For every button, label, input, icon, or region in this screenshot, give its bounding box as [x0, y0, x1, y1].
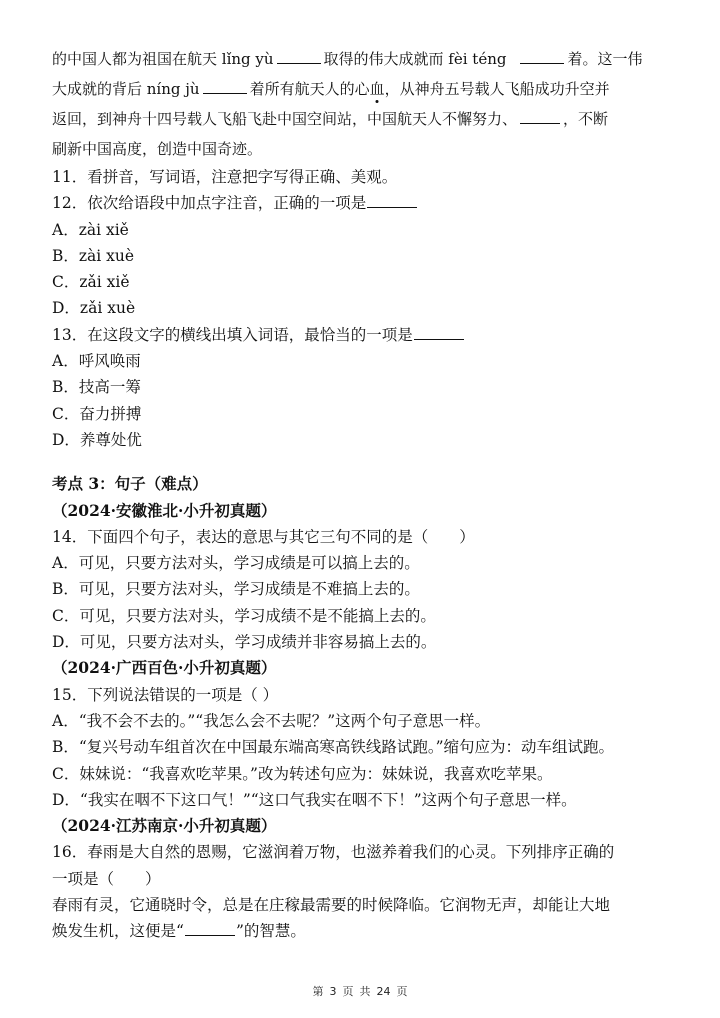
answer-blank[interactable]	[277, 49, 321, 64]
question-11: 11．看拼音，写词语，注意把字写得正确、美观。	[52, 168, 398, 186]
question-text: ”的智慧。	[235, 922, 306, 941]
question-16-stem-line-2: 一项是（ ）	[52, 869, 161, 888]
document-page	[52, 44, 682, 945]
passage-text: 的中国人都为祖国在航天 lǐng yù	[52, 50, 274, 68]
answer-blank[interactable]	[367, 193, 417, 208]
option-d[interactable]: D．养尊处优	[52, 430, 142, 449]
page-footer	[0, 983, 720, 999]
source-label: （2024·广西百色·小升初真题）	[52, 658, 277, 678]
question-12-stem	[52, 190, 682, 216]
passage-text: 着所有航天人的心	[249, 80, 370, 98]
option-b[interactable]: B．技高一筹	[52, 378, 141, 397]
option-c[interactable]: C．zǎi xiě	[52, 273, 130, 292]
passage-text: 大成就的背后 níng jù	[52, 80, 200, 98]
answer-blank[interactable]	[520, 49, 564, 64]
passage-line-2	[52, 74, 682, 104]
passage-text: ，不断	[563, 110, 609, 128]
passage-text: 返回，到神舟十四号载人飞船飞赴中国空间站，中国航天人不懈努力、	[52, 110, 518, 128]
passage-line-1	[52, 44, 682, 74]
option-a[interactable]: A．“我不会不去的。”“我怎么会不去呢？”这两个句子意思一样。	[52, 711, 491, 730]
footer-text: 共	[359, 985, 371, 998]
section-title: 考点 3：句子（难点）	[52, 474, 208, 494]
current-page-number: 3	[329, 985, 337, 998]
option-d[interactable]: D．可见，只要方法对头，学习成绩并非容易搞上去的。	[52, 633, 437, 652]
option-a[interactable]: A．呼风唤雨	[52, 352, 141, 371]
question-14-stem: 14．下面四个句子，表达的意思与其它三句不同的是（ ）	[52, 527, 475, 546]
answer-blank[interactable]	[185, 921, 235, 936]
passage-line-4: 刷新中国高度，创造中国奇迹。	[52, 140, 263, 158]
question-text: 13．在这段文字的横线出填入词语，最恰当的一项是	[52, 325, 413, 344]
question-16-text-line-1: 春雨有灵，它通晓时令，总是在庄稼最需要的时候降临。它润物无声，却能让大地	[52, 896, 611, 915]
option-d[interactable]: D．“我实在咽不下这口气！”“这口气我实在咽不下！”这两个句子意思一样。	[52, 790, 577, 809]
question-text: 焕发生机，这便是“	[52, 922, 184, 941]
answer-blank[interactable]	[520, 109, 560, 124]
footer-text: 页	[396, 985, 408, 998]
dotted-character: 血	[369, 80, 385, 98]
option-c[interactable]: C．可见，只要方法对头，学习成绩不是不能搞上去的。	[52, 606, 436, 625]
question-text: 12．依次给语段中加点字注音，正确的一项是	[52, 194, 367, 213]
footer-text: 页	[342, 985, 354, 998]
passage-text: 取得的伟大成就而 fèi téng	[323, 50, 507, 68]
question-16-stem-line-1: 16．春雨是大自然的恩赐，它滋润着万物，也滋养着我们的心灵。下列排序正确的	[52, 843, 615, 862]
answer-blank[interactable]	[203, 79, 247, 94]
passage-text: 着。这一伟	[567, 50, 643, 68]
option-b[interactable]: B．“复兴号动车组首次在中国最东端高寒高铁线路试跑。”缩句应为：动车组试跑。	[52, 738, 614, 757]
option-c[interactable]: C．奋力拼搏	[52, 404, 142, 423]
option-a[interactable]: A．zài xiě	[52, 220, 129, 239]
passage-line-3	[52, 104, 682, 134]
total-pages: 24	[376, 985, 391, 998]
question-16-text-line-2	[52, 918, 682, 944]
passage-text: ，从神舟五号载人飞船成功升空并	[384, 80, 610, 98]
option-c[interactable]: C．妹妹说：“我喜欢吃苹果。”改为转述句应为：妹妹说，我喜欢吃苹果。	[52, 764, 553, 783]
question-15-stem: 15．下列说法错误的一项是（ ）	[52, 685, 279, 704]
option-b[interactable]: B．可见，只要方法对头，学习成绩是不难搞上去的。	[52, 580, 420, 599]
option-a[interactable]: A．可见，只要方法对头，学习成绩是可以搞上去的。	[52, 554, 420, 573]
option-d[interactable]: D．zǎi xuè	[52, 299, 136, 318]
footer-text: 第	[312, 985, 324, 998]
reading-passage	[52, 44, 682, 164]
answer-blank[interactable]	[414, 325, 464, 340]
option-b[interactable]: B．zài xuè	[52, 246, 135, 265]
source-label: （2024·江苏南京·小升初真题）	[52, 816, 277, 836]
spacer	[52, 453, 682, 471]
source-label: （2024·安徽淮北·小升初真题）	[52, 500, 277, 520]
question-13-stem	[52, 322, 682, 348]
